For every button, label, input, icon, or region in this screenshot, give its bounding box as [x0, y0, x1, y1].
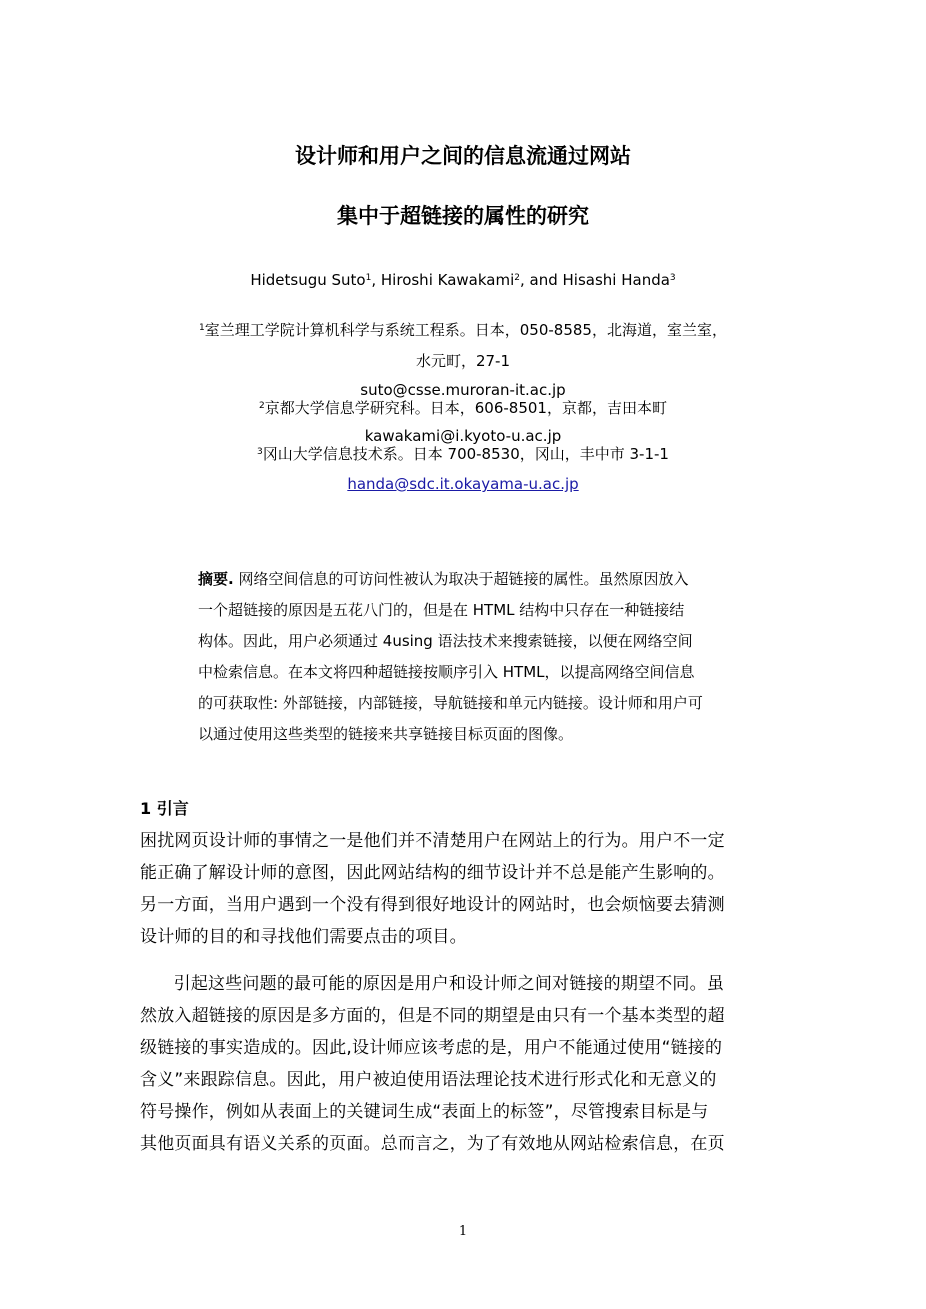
body-line: 困扰网页设计师的事情之一是他们并不清楚用户在网站上的行为。用户不一定 [140, 831, 725, 851]
affiliation-1 [0, 319, 926, 340]
affiliation-mark: 1 [199, 323, 205, 333]
affiliation-3-email-link[interactable]: handa@sdc.it.okayama-u.ac.jp [347, 475, 579, 493]
affiliation-2-email: kawakami@i.kyoto-u.ac.jp [364, 427, 562, 445]
paper-title-line-1: 设计师和用户之间的信息流通过网站 [295, 144, 631, 168]
abstract-line: 的可获取性: 外部链接，内部链接，导航链接和单元内链接。设计师和用户可 [198, 694, 703, 712]
affiliation-mark: 3 [669, 273, 676, 283]
affiliation-1-line-2: 水元町，27-1 [415, 352, 511, 370]
abstract-line: 构体。因此，用户必须通过 4using 语法技术来搜索链接，以便在网络空间 [198, 632, 693, 650]
affiliation-3-email-row [0, 475, 926, 493]
affiliation-text: 京都大学信息学研究科。日本，606-8501，京都，吉田本町 [264, 399, 667, 417]
affiliation-2 [0, 397, 926, 418]
author-separator: , [371, 271, 381, 289]
body-line: 设计师的目的和寻找他们需要点击的项目。 [140, 927, 467, 947]
affiliation-mark: 2 [514, 273, 520, 283]
body-line: 另一方面，当用户遇到一个没有得到很好地设计的网站时，也会烦恼要去猜测 [140, 895, 725, 915]
affiliation-text: 室兰理工学院计算机科学与系统工程系。日本，050-8585，北海道，室兰室， [204, 321, 727, 339]
abstract-line: 中检索信息。在本文将四种超链接按顺序引入 HTML，以提高网络空间信息 [198, 663, 695, 681]
affiliation-text: 冈山大学信息技术系。日本 700-8530，冈山，丰中市 3-1-1 [262, 445, 669, 463]
abstract-line: 一个超链接的原因是五花八门的，但是在 HTML 结构中只存在一种链接结 [198, 601, 685, 619]
body-line: 级链接的事实造成的。因此,设计师应该考虑的是，用户不能通过使用“链接的 [140, 1038, 723, 1058]
abstract-text: 网络空间信息的可访问性被认为取决于超链接的属性。虽然原因放入 [233, 570, 689, 588]
abstract-line [198, 568, 688, 589]
author-name: Hidetsugu Suto [250, 271, 366, 289]
body-line: 含义”来跟踪信息。因此，用户被迫使用语法理论技术进行形式化和无意义的 [140, 1070, 717, 1090]
affiliation-1-email: suto@csse.muroran-it.ac.jp [360, 381, 566, 399]
affiliation-3 [0, 443, 926, 464]
abstract-label: 摘要. [198, 570, 234, 588]
body-line: 其他页面具有语义关系的页面。总而言之，为了有效地从网站检索信息，在页 [140, 1134, 725, 1154]
page-number: 1 [458, 1224, 468, 1239]
author-name: Hisashi Handa [562, 271, 670, 289]
author-name: Hiroshi Kawakami [380, 271, 515, 289]
affiliation-mark: 2 [259, 401, 265, 411]
body-line: 然放入超链接的原因是多方面的，但是不同的期望是由只有一个基本类型的超 [140, 1006, 725, 1026]
author-separator: , and [519, 271, 563, 289]
abstract-line: 以通过使用这些类型的链接来共享链接目标页面的图像。 [198, 725, 574, 743]
affiliation-mark: 1 [365, 273, 372, 283]
author-list [0, 271, 926, 289]
section-heading: 1 引言 [140, 799, 189, 818]
body-line: 引起这些问题的最可能的原因是用户和设计师之间对链接的期望不同。虽 [140, 974, 725, 994]
paper-title-line-2: 集中于超链接的属性的研究 [337, 204, 589, 228]
body-line: 能正确了解设计师的意图，因此网站结构的细节设计并不总是能产生影响的。 [140, 863, 725, 883]
affiliation-mark: 3 [257, 447, 263, 457]
body-line: 符号操作，例如从表面上的关键词生成“表面上的标签”，尽管搜索目标是与 [140, 1102, 709, 1122]
